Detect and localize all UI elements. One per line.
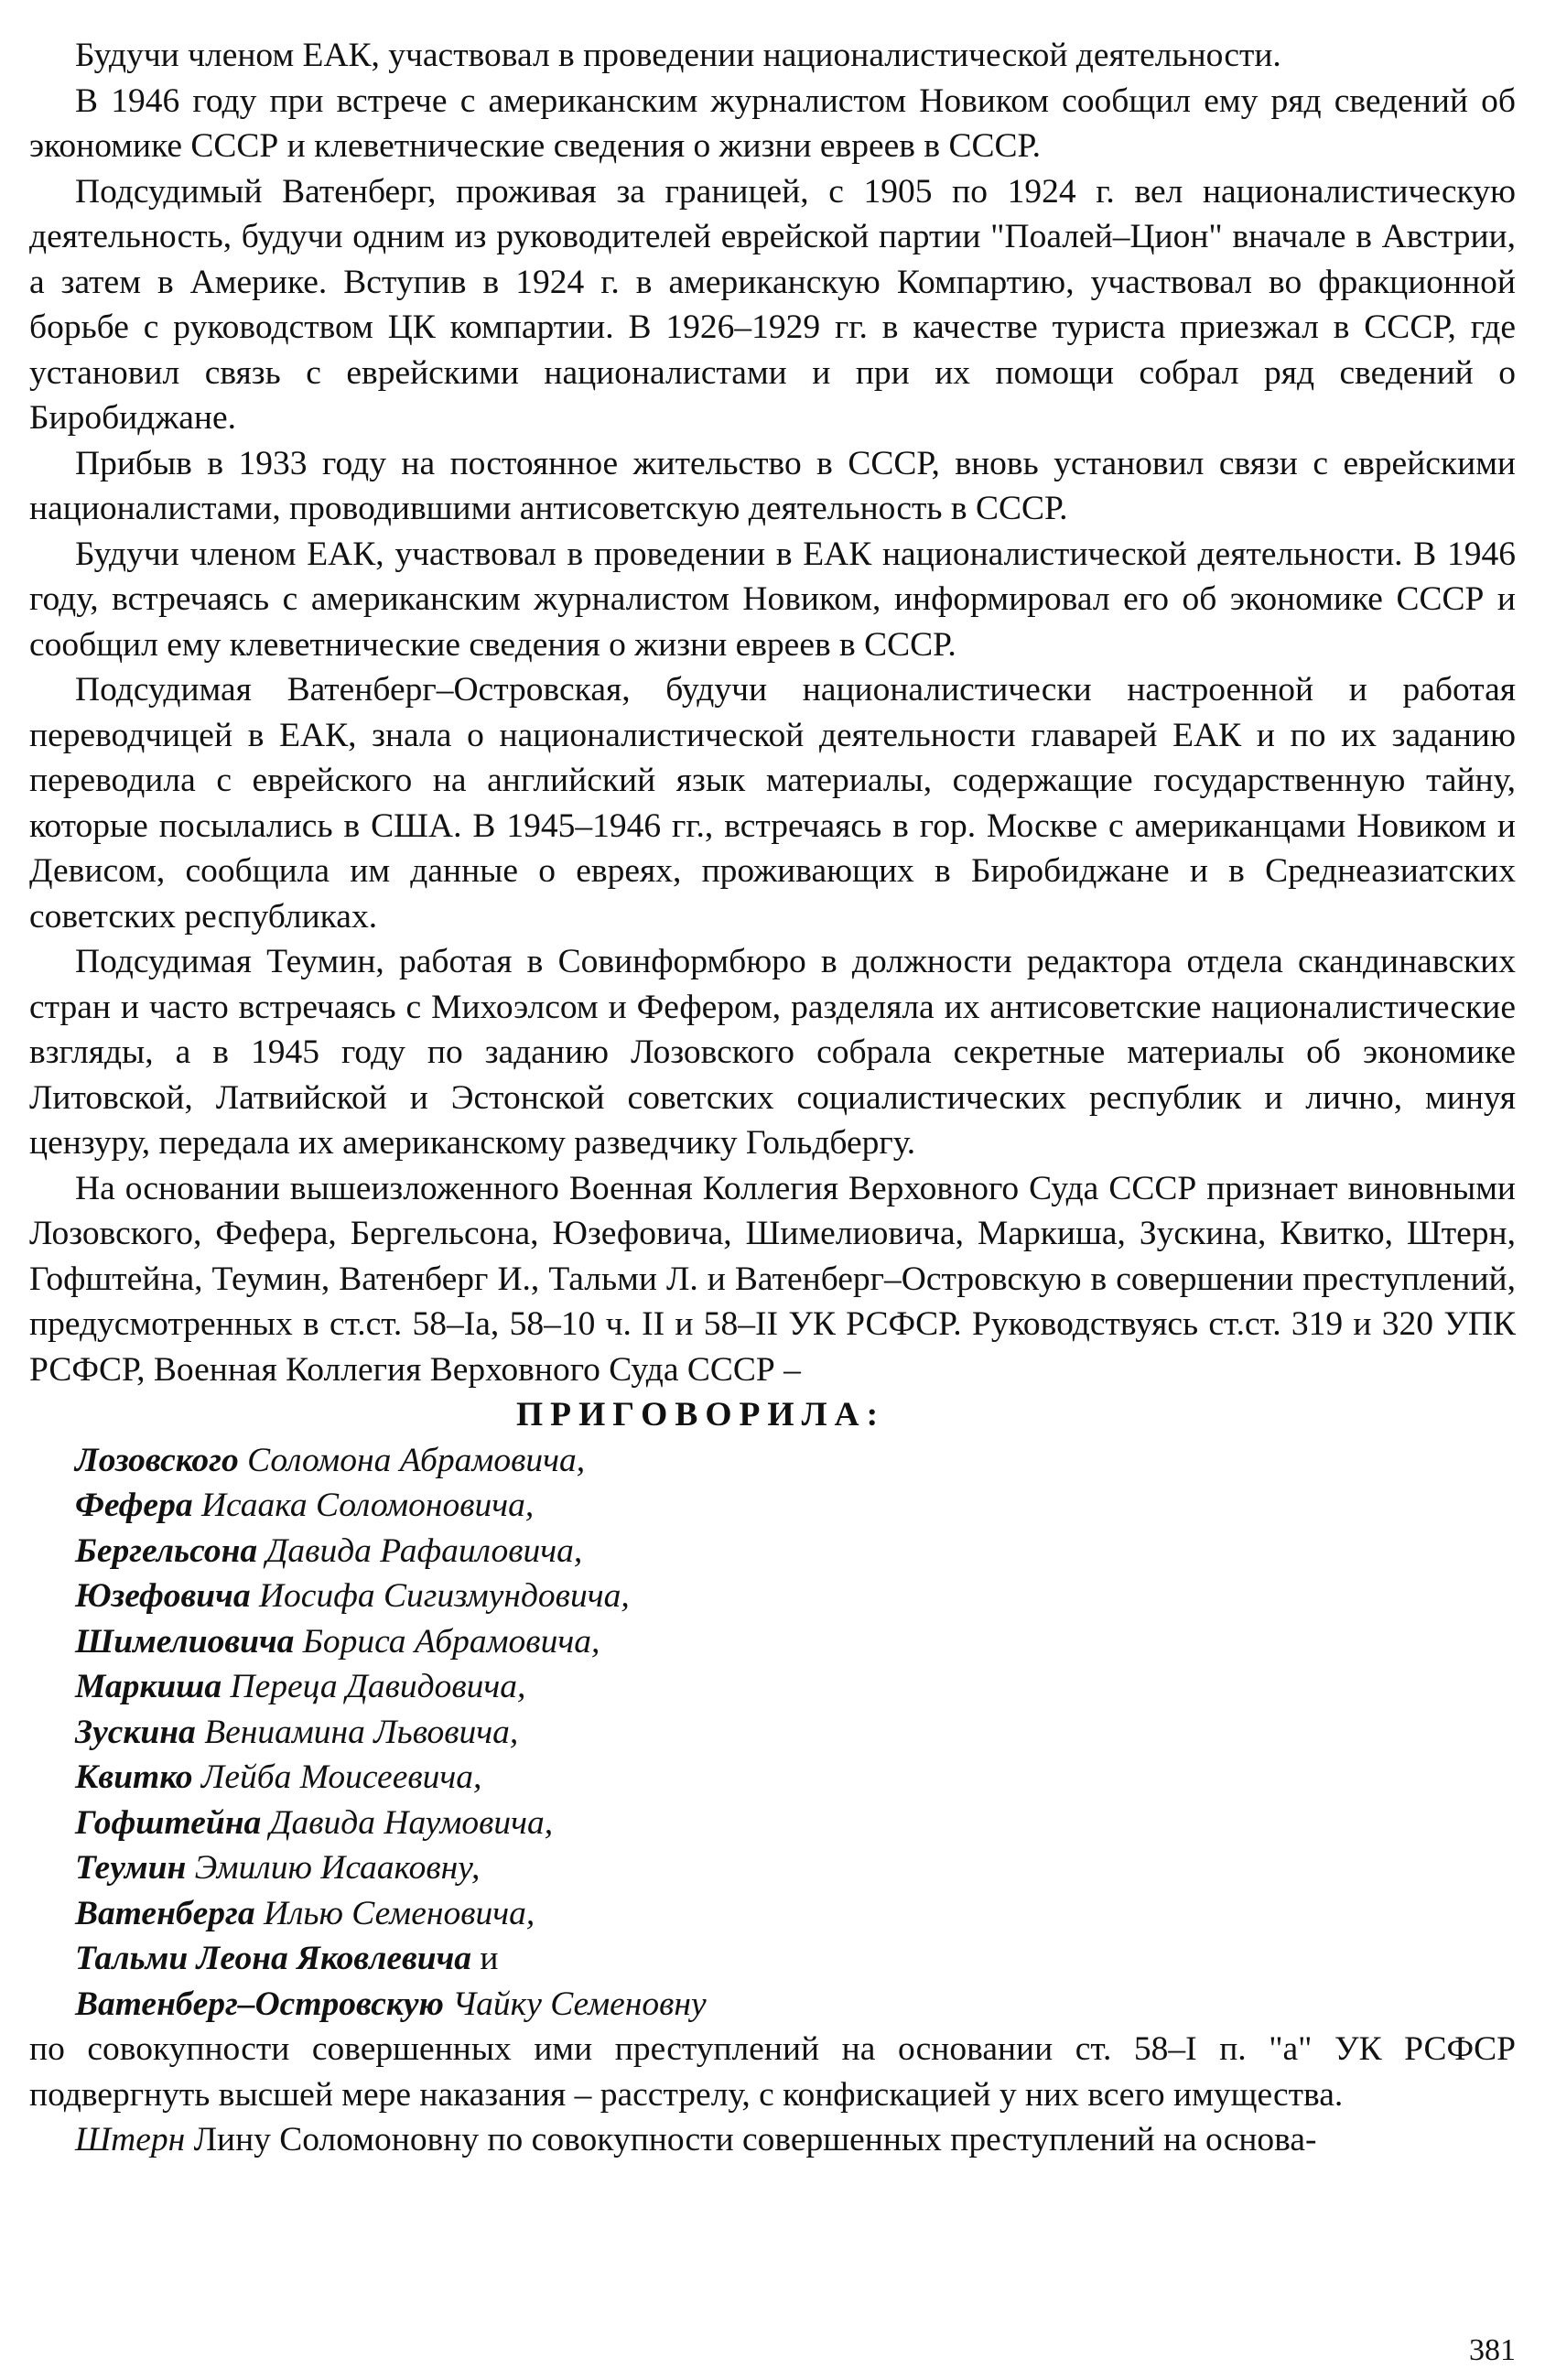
defendant-given-names: Чайку Семеновну [443, 1985, 707, 2023]
defendant-given-names: Исаака Соломоновича, [192, 1487, 535, 1524]
last-paragraph [29, 2117, 1516, 2163]
defendant-item [75, 1936, 1516, 1982]
defendant-surname: Теумин [75, 1849, 187, 1887]
defendant-surname: Ватенберг–Островскую [75, 1985, 444, 2023]
defendant-item [75, 1755, 1516, 1801]
document-page [29, 33, 1516, 2163]
defendant-item [75, 1845, 1516, 1891]
defendant-surname: Маркиша [75, 1668, 222, 1705]
defendant-item [75, 1891, 1516, 1937]
defendant-item [75, 1801, 1516, 1846]
paragraph-6: Подсудимая Ватенберг–Островская, будучи националистически настроенной и работая переводчицей в ЕАК, знала о националистической деятельности главарей ЕАК и по их заданию переводила с еврейского на английский язык материалы, содержащие государственную тайну, которые посылались в США. В 1945–1946 гг., встречаясь в гор. Москве с американцами Новиком и Девисом, сообщила им данные о евреях, проживающих в Биробиджане и в Среднеазиатских советских республиках. [29, 671, 1516, 936]
defendant-surname: Тальми Леона Яковлевича [75, 1940, 472, 1977]
defendant-given-names: Соломона Абрамовича, [238, 1441, 586, 1479]
defendant-surname: Квитко [75, 1758, 193, 1796]
paragraph-1: Будучи членом ЕАК, участвовал в проведении националистической деятельности. [75, 37, 1281, 74]
defendants-list [29, 1438, 1516, 2028]
defendant-item [75, 1574, 1516, 1619]
paragraph-7: Подсудимая Теумин, работая в Совинформбюро в должности редактора отдела скандинавских стран и часто встречаясь с Михоэлсом и Фефером, разделяла их антисоветские националистические взгляды, а в 1945 году по заданию Лозовского собрала секретные материалы об экономике Литовской, Латвийской и Эстонской советских социалистических республик и лично, минуя цензуру, передала их американскому разведчику Гольдбергу. [29, 943, 1516, 1162]
defendant-item [75, 1483, 1516, 1529]
defendant-surname: Фефера [75, 1487, 193, 1524]
defendant-given-names: Лейба Моисеевича, [192, 1758, 482, 1796]
defendant-item [75, 1529, 1516, 1574]
page-number: 381 [1469, 2333, 1516, 2367]
defendant-given-names: Давида Наумовича, [261, 1803, 554, 1842]
defendant-given-names: Вениамина Львовича, [195, 1713, 519, 1751]
defendant-item [75, 1619, 1516, 1665]
paragraph-5: Будучи членом ЕАК, участвовал в проведении в ЕАК националистической деятельности. В 1946 году, встречаясь с американским журналистом Новиком, информировал его об экономике СССР и сообщил ему клеветнические сведения о жизни евреев в СССР. [29, 535, 1516, 664]
defendant-given-names: Переца Давидовича, [221, 1668, 526, 1705]
defendant-surname: Зускина [75, 1713, 196, 1751]
paragraph-8: На основании вышеизложенного Военная Коллегия Верховного Суда СССР признает виновными Лозовского, Фефера, Бергельсона, Юзефовича, Шимелиовича, Маркиша, Зускина, Квитко, Штерн, Гофштейна, Теумин, Ватенберг И., Тальми Л. и Ватенберг–Островскую в совершении преступлений, предусмотренных в ст.ст. 58–Iа, 58–10 ч. II и 58–II УК РСФСР. Руководствуясь ст.ст. 319 и 320 УПК РСФСР, Военная Коллегия Верховного Суда СССР – [29, 1169, 1516, 1389]
defendant-surname: Шимелиовича [75, 1622, 295, 1661]
paragraph-4: Прибыв в 1933 году на постоянное жительство в СССР, вновь установил связи с еврейскими националистами, проводившими антисоветскую деятельность в СССР. [29, 444, 1516, 527]
sentence-paragraph: по совокупности совершенных ими преступлений на основании ст. 58–I п. "а" УК РСФСР подвергнуть высшей мере наказания – расстрелу, с конфискацией у них всего имущества. [29, 2030, 1516, 2114]
defendant-item [75, 1438, 1516, 1484]
defendant-item [75, 1710, 1516, 1756]
defendant-surname: Ватенберга [75, 1894, 255, 1932]
defendant-given-names: Давида Рафаиловича, [257, 1531, 583, 1570]
defendant-item [75, 1664, 1516, 1710]
defendant-given-names: Илью Семеновича, [254, 1894, 535, 1932]
defendant-given-names: Бориса Абрамовича, [294, 1622, 600, 1661]
defendant-surname: Юзефовича [75, 1577, 251, 1615]
last-paragraph-name: Штерн [75, 2121, 186, 2158]
last-paragraph-text: Лину Соломоновну по совокупности совершенных преступлений на основа- [185, 2121, 1317, 2158]
defendant-surname: Лозовского [75, 1441, 239, 1479]
defendant-conjunction: и [471, 1940, 499, 1977]
defendant-surname: Бергельсона [75, 1531, 258, 1570]
defendant-given-names: Эмилию Исааковну, [186, 1849, 481, 1887]
paragraph-2: В 1946 году при встрече с американским журналистом Новиком сообщил ему ряд сведений об экономике СССР и клеветнические сведения о жизни евреев в СССР. [29, 81, 1516, 165]
defendant-given-names: Иосифа Сигизмундовича, [250, 1577, 630, 1615]
defendant-item [75, 1982, 1516, 2028]
defendant-surname: Гофштейна [75, 1803, 262, 1842]
paragraph-3: Подсудимый Ватенберг, проживая за границей, с 1905 по 1924 г. вел националистическую деятельность, будучи одним из руководителей еврейской партии "Поалей–Цион" вначале в Австрии, а затем в Америке. Вступив в 1924 г. в американскую Компартию, участвовал во фракционной борьбе с руководством ЦК компартии. В 1926–1929 гг. в качестве туриста приезжал в СССР, где установил связь с еврейскими националистами и при их помощи собрал ряд сведений о Биробиджане. [29, 172, 1516, 437]
verdict-heading: ПРИГОВОРИЛА: [516, 1396, 886, 1433]
